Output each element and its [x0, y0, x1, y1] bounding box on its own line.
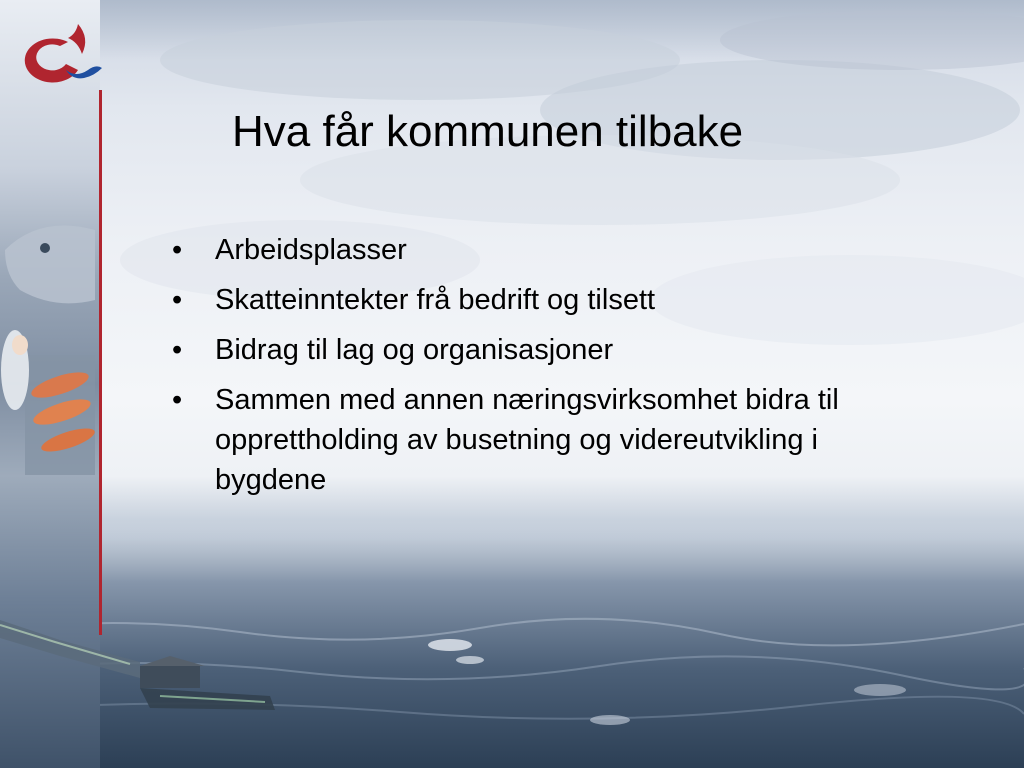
bullet-item: [172, 380, 932, 500]
bullet-marker: •: [172, 284, 183, 316]
slide-title: Hva får kommunen tilbake: [232, 107, 744, 156]
bullet-item: [172, 280, 932, 320]
bullet-item: [172, 330, 932, 370]
fish-farm-image: [0, 600, 300, 740]
bullet-text: Arbeidsplasser: [215, 234, 407, 266]
bullet-text: Sammen med annen næringsvirksomhet bidra til opprettholding av busetning og videreutvikling i bygdene: [215, 384, 839, 496]
bullet-marker: •: [172, 334, 183, 366]
bullet-text: Bidrag til lag og organisasjoner: [215, 334, 614, 366]
bullet-marker: •: [172, 384, 183, 416]
bullet-item: [172, 230, 932, 270]
bullet-list: [172, 230, 932, 510]
bullet-text: Skatteinntekter frå bedrift og tilsett: [215, 284, 656, 316]
accent-line: [99, 90, 102, 635]
company-logo-icon: [8, 12, 104, 84]
bullet-marker: •: [172, 234, 183, 266]
